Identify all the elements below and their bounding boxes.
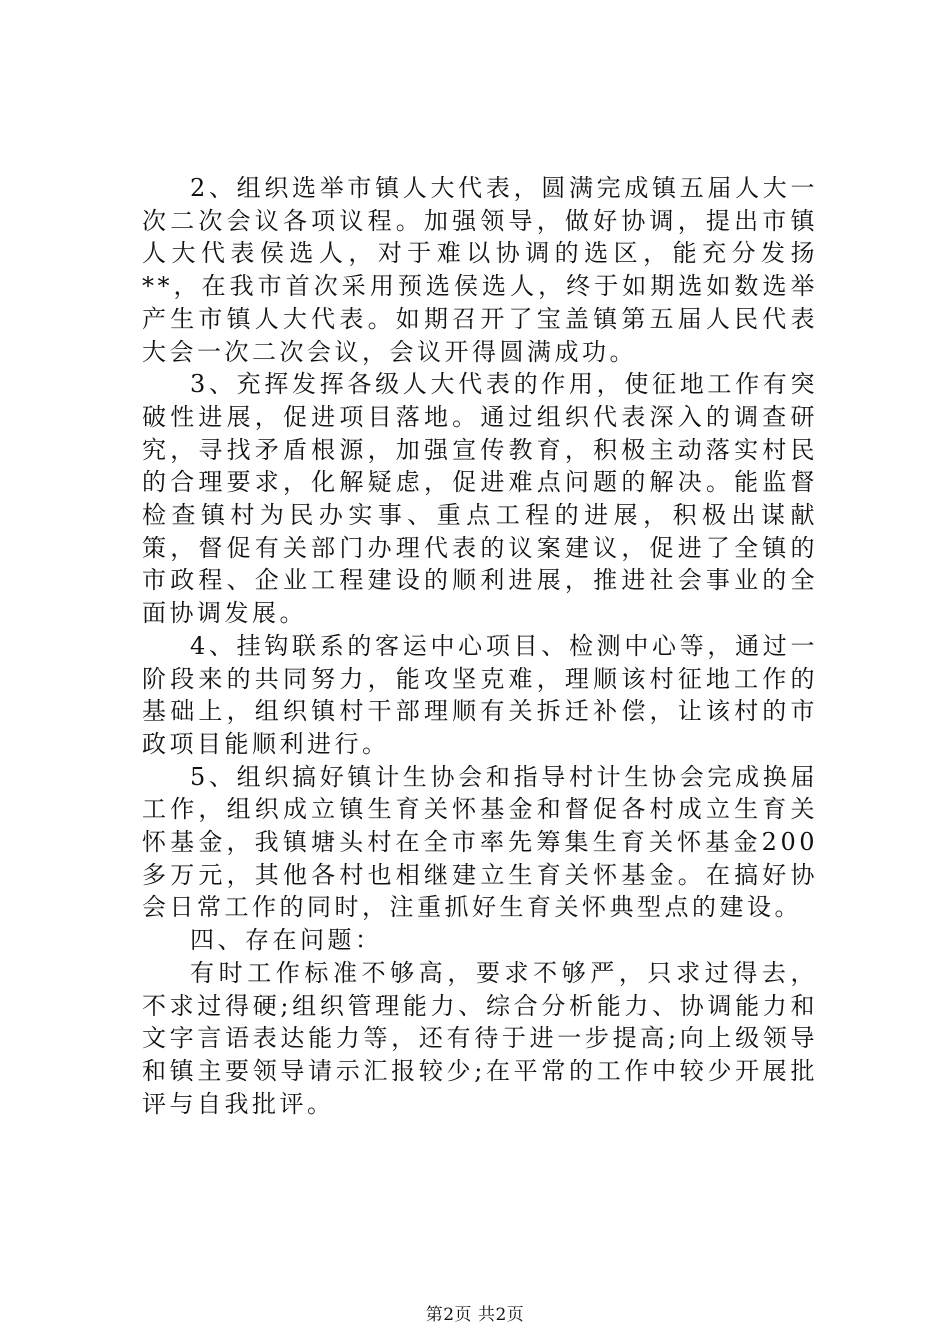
section-heading-problems: 四、存在问题： bbox=[190, 926, 383, 955]
paragraph-problems: 有时工作标准不够高，要求不够严，只求过得去，不求过得硬;组织管理能力、综合分析能力、协调能力和文字言语表达能力等，还有待于进一步提高;向上级领导和镇主要领导请示汇报较少;在平常的工作中较少开展批评与自我批评。 bbox=[142, 958, 818, 1118]
paragraph-item-3: 3、充挥发挥各级人大代表的作用，使征地工作有突破性进展，促进项目落地。通过组织代表深入的调查研究，寻找矛盾根源，加强宣传教育，积极主动落实村民的合理要求，化解疑虑，促进难点问题的解决。能监督检查镇村为民办实事、重点工程的进展，积极出谋献策，督促有关部门办理代表的议案建议，促进了全镇的市政程、企业工程建设的顺利进展，推进社会事业的全面协调发展。 bbox=[142, 370, 818, 628]
document-body bbox=[142, 172, 818, 1120]
paragraph-item-5: 5、组织搞好镇计生协会和指导村计生协会完成换届工作，组织成立镇生育关怀基金和督促各村成立生育关怀基金，我镇塘头村在全市率先筹集生育关怀基金200多万元，其他各村也相继建立生育关怀基金。在搞好协会日常工作的同时，注重抓好生育关怀典型点的建设。 bbox=[142, 762, 818, 922]
paragraph-item-4: 4、挂钩联系的客运中心项目、检测中心等，通过一阶段来的共同努力，能攻坚克难，理顺该村征地工作的基础上，组织镇村干部理顺有关拆迁补偿，让该村的市政项目能顺利进行。 bbox=[142, 631, 818, 758]
paragraph-item-2: 2、组织选举市镇人大代表，圆满完成镇五届人大一次二次会议各项议程。加强领导，做好协调，提出市镇人大代表侯选人，对于难以协调的选区，能充分发扬**，在我市首次采用预选侯选人，终于如期选如数选举产生市镇人大代表。如期召开了宝盖镇第五届人民代表大会一次二次会议，会议开得圆满成功。 bbox=[142, 174, 818, 366]
page-footer: 第2页 共2页 bbox=[425, 1305, 525, 1325]
